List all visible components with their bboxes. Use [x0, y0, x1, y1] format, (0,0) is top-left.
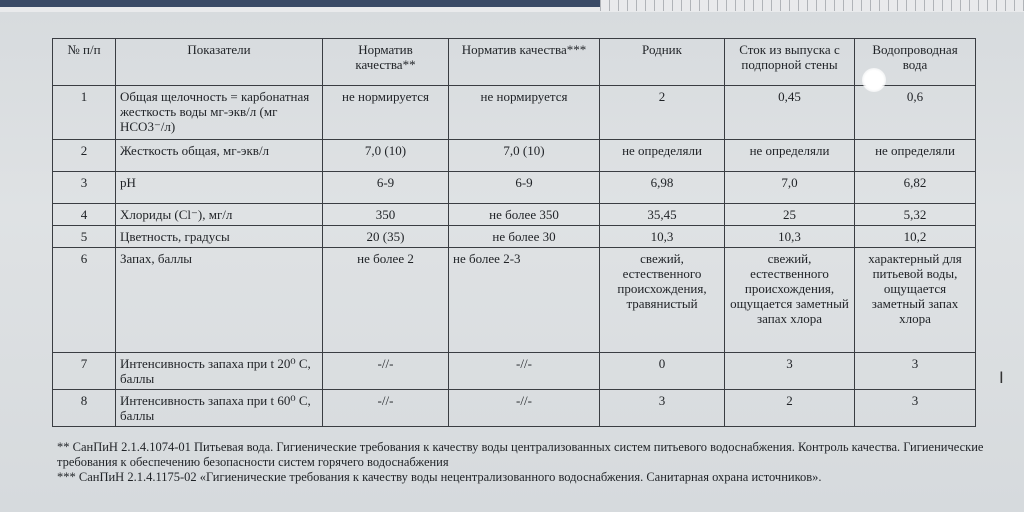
row-number[interactable]: 5: [53, 226, 116, 248]
tap-value[interactable]: 3: [855, 390, 976, 427]
footnote-sanpin-1175[interactable]: *** СанПиН 2.1.4.1175-02 «Гигиенические требования к качеству воды нецентрализованного водоснабжения. Санитарная охрана источников».: [57, 470, 822, 484]
spring-value[interactable]: 2: [600, 86, 725, 140]
indicator-name[interactable]: Жесткость общая, мг-экв/л: [116, 140, 323, 172]
row-number[interactable]: 6: [53, 248, 116, 353]
indicator-name[interactable]: Общая щелочность = карбонатная жесткость воды мг-экв/л (мг НСО3⁻/л): [116, 86, 323, 140]
spring-value[interactable]: не определяли: [600, 140, 725, 172]
indicator-name[interactable]: Интенсивность запаха при t 20⁰ С, баллы: [116, 353, 323, 390]
indicator-name[interactable]: pH: [116, 172, 323, 204]
norm-3-value[interactable]: 6-9: [449, 172, 600, 204]
spring-value[interactable]: 10,3: [600, 226, 725, 248]
table-row: [53, 204, 976, 226]
table-row: [53, 226, 976, 248]
table-row: [53, 172, 976, 204]
table-header-row: [53, 39, 976, 86]
norm-2-value[interactable]: 6-9: [323, 172, 449, 204]
header-cell[interactable]: № п/п: [53, 39, 116, 86]
norm-2-value[interactable]: 20 (35): [323, 226, 449, 248]
row-number[interactable]: 2: [53, 140, 116, 172]
drain-value[interactable]: 2: [725, 390, 855, 427]
drain-value[interactable]: 7,0: [725, 172, 855, 204]
spring-value[interactable]: 3: [600, 390, 725, 427]
tap-value[interactable]: 5,32: [855, 204, 976, 226]
row-number[interactable]: 4: [53, 204, 116, 226]
norm-2-value[interactable]: не нормируется: [323, 86, 449, 140]
drain-value[interactable]: 3: [725, 353, 855, 390]
tap-value[interactable]: 6,82: [855, 172, 976, 204]
header-cell[interactable]: Норматив качества**: [323, 39, 449, 86]
norm-2-value[interactable]: -//-: [323, 353, 449, 390]
drain-value[interactable]: 10,3: [725, 226, 855, 248]
indicator-name[interactable]: Запах, баллы: [116, 248, 323, 353]
norm-2-value[interactable]: 7,0 (10): [323, 140, 449, 172]
norm-3-value[interactable]: не более 30: [449, 226, 600, 248]
tap-value[interactable]: 3: [855, 353, 976, 390]
text-cursor-icon: I: [999, 368, 1004, 387]
norm-3-value[interactable]: не нормируется: [449, 86, 600, 140]
table-row: [53, 248, 976, 353]
drain-value[interactable]: 0,45: [725, 86, 855, 140]
spring-value[interactable]: 35,45: [600, 204, 725, 226]
norm-3-value[interactable]: 7,0 (10): [449, 140, 600, 172]
screen-glare: [862, 68, 886, 92]
spring-value[interactable]: 0: [600, 353, 725, 390]
spring-value[interactable]: 6,98: [600, 172, 725, 204]
drain-value[interactable]: не определяли: [725, 140, 855, 172]
norm-2-value[interactable]: -//-: [323, 390, 449, 427]
table-row: [53, 390, 976, 427]
row-number[interactable]: 8: [53, 390, 116, 427]
norm-2-value[interactable]: 350: [323, 204, 449, 226]
tap-value[interactable]: 10,2: [855, 226, 976, 248]
tap-value[interactable]: 0,6: [855, 86, 976, 140]
tap-value[interactable]: характерный для питьевой воды, ощущается заметный запах хлора: [855, 248, 976, 353]
header-cell[interactable]: Водопроводная вода: [855, 39, 976, 86]
norm-3-value[interactable]: -//-: [449, 390, 600, 427]
row-number[interactable]: 3: [53, 172, 116, 204]
ruler-margin: [0, 0, 600, 7]
indicator-name[interactable]: Хлориды (Cl⁻), мг/л: [116, 204, 323, 226]
water-quality-table[interactable]: [52, 38, 976, 427]
norm-3-value[interactable]: -//-: [449, 353, 600, 390]
table-row: [53, 86, 976, 140]
row-number[interactable]: 7: [53, 353, 116, 390]
indicator-name[interactable]: Интенсивность запаха при t 60⁰ С, баллы: [116, 390, 323, 427]
header-cell[interactable]: Показатели: [116, 39, 323, 86]
spring-value[interactable]: свежий, естественного происхождения, травянистый: [600, 248, 725, 353]
indicator-name[interactable]: Цветность, градусы: [116, 226, 323, 248]
footnotes[interactable]: [57, 440, 1017, 485]
ruler-ticks: [600, 0, 1024, 11]
footnote-sanpin-1074[interactable]: ** СанПиН 2.1.4.1074-01 Питьевая вода. Гигиенические требования к качеству воды централизованных систем питьевого водоснабжения. Контроль качества. Гигиенические требования к обеспечению безопасности систем горячего водоснабжения: [57, 440, 984, 469]
norm-3-value[interactable]: не более 350: [449, 204, 600, 226]
norm-2-value[interactable]: не более 2: [323, 248, 449, 353]
header-cell[interactable]: Сток из выпуска с подпорной стены: [725, 39, 855, 86]
header-cell[interactable]: Норматив качества***: [449, 39, 600, 86]
tap-value[interactable]: не определяли: [855, 140, 976, 172]
norm-3-value[interactable]: не более 2-3: [449, 248, 600, 353]
drain-value[interactable]: 25: [725, 204, 855, 226]
table-row: [53, 353, 976, 390]
document-page[interactable]: [0, 12, 1024, 512]
drain-value[interactable]: свежий, естественного происхождения, ощущается заметный запах хлора: [725, 248, 855, 353]
header-cell[interactable]: Родник: [600, 39, 725, 86]
table-row: [53, 140, 976, 172]
row-number[interactable]: 1: [53, 86, 116, 140]
